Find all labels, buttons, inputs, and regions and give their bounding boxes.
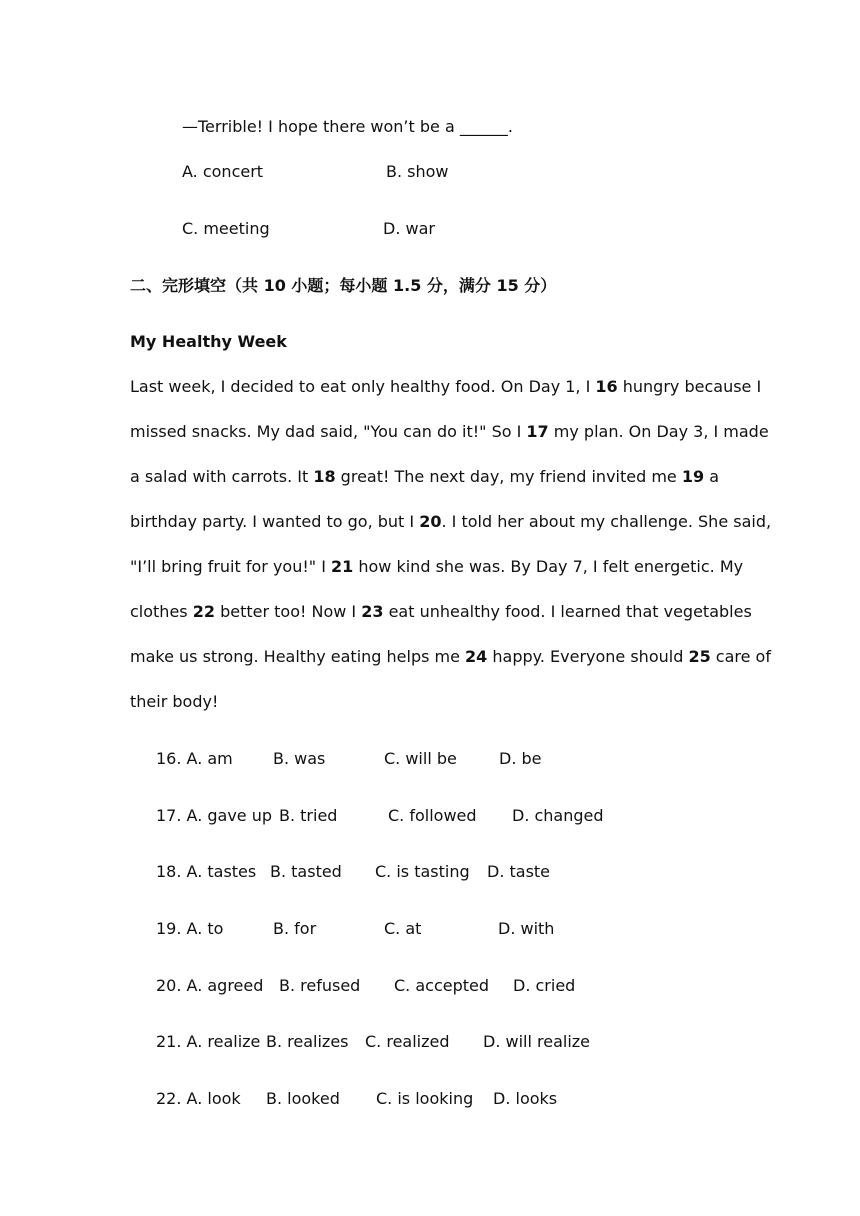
option-d: D. looks xyxy=(493,1089,558,1108)
option-c: C. realized xyxy=(365,1032,450,1051)
option-c: C. is looking xyxy=(376,1089,474,1108)
option-d: D. be xyxy=(499,749,542,768)
passage-line: missed snacks. My dad said, "You can do it!" So I 17 my plan. On Day 3, I made xyxy=(130,422,769,441)
option-a: 19. A. to xyxy=(156,919,224,938)
passage-title: My Healthy Week xyxy=(130,332,287,351)
option-a: 17. A. gave up xyxy=(156,806,273,825)
blank-number: 17 xyxy=(526,422,549,441)
option-d: D. war xyxy=(383,219,435,238)
option-c: C. accepted xyxy=(394,976,490,995)
option-c: C. followed xyxy=(388,806,477,825)
section-heading: 二、完形填空（共 10 小题；每小题 1.5 分，满分 15 分） xyxy=(130,276,557,295)
blank-number: 22 xyxy=(192,602,215,621)
blank-number: 25 xyxy=(688,647,711,666)
option-b: B. refused xyxy=(279,976,361,995)
option-c: C. meeting xyxy=(182,219,270,238)
option-a: 18. A. tastes xyxy=(156,862,257,881)
option-a: 20. A. agreed xyxy=(156,976,264,995)
passage-line: a salad with carrots. It 18 great! The next day, my friend invited me 19 a xyxy=(130,467,720,486)
blank-number: 20 xyxy=(419,512,442,531)
option-a: A. concert xyxy=(182,162,264,181)
option-a: 22. A. look xyxy=(156,1089,241,1108)
option-d: D. cried xyxy=(513,976,576,995)
option-a: 21. A. realize xyxy=(156,1032,261,1051)
question-prompt: —Terrible! I hope there won’t be a ______. xyxy=(182,117,513,136)
option-a: 16. A. am xyxy=(156,749,233,768)
option-d: D. changed xyxy=(512,806,604,825)
blank-number: 23 xyxy=(361,602,384,621)
blank-number: 19 xyxy=(681,467,705,486)
blank-number: 18 xyxy=(313,467,336,486)
passage-line: clothes 22 better too! Now I 23 eat unhealthy food. I learned that vegetables xyxy=(130,602,752,621)
passage-line: their body! xyxy=(130,692,219,711)
blank-number: 24 xyxy=(465,647,488,666)
option-b: B. tried xyxy=(279,806,338,825)
blank-number: 21 xyxy=(331,557,354,576)
passage-line: birthday party. I wanted to go, but I 20. I told her about my challenge. She said, xyxy=(130,512,772,531)
passage-line: "I’ll bring fruit for you!" I 21 how kind she was. By Day 7, I felt energetic. My xyxy=(130,557,744,576)
passage-line: Last week, I decided to eat only healthy food. On Day 1, I 16 hungry because I xyxy=(130,377,762,396)
passage-line: make us strong. Healthy eating helps me 24 happy. Everyone should 25 care of xyxy=(130,647,771,666)
option-d: D. with xyxy=(498,919,555,938)
option-b: B. tasted xyxy=(270,862,342,881)
option-b: B. show xyxy=(386,162,449,181)
option-b: B. was xyxy=(273,749,326,768)
option-b: B. for xyxy=(273,919,317,938)
option-b: B. looked xyxy=(266,1089,340,1108)
option-d: D. taste xyxy=(487,862,551,881)
option-d: D. will realize xyxy=(483,1032,591,1051)
blank-number: 16 xyxy=(595,377,618,396)
option-b: B. realizes xyxy=(266,1032,349,1051)
option-c: C. will be xyxy=(384,749,457,768)
option-c: C. is tasting xyxy=(375,862,470,881)
option-c: C. at xyxy=(384,919,422,938)
